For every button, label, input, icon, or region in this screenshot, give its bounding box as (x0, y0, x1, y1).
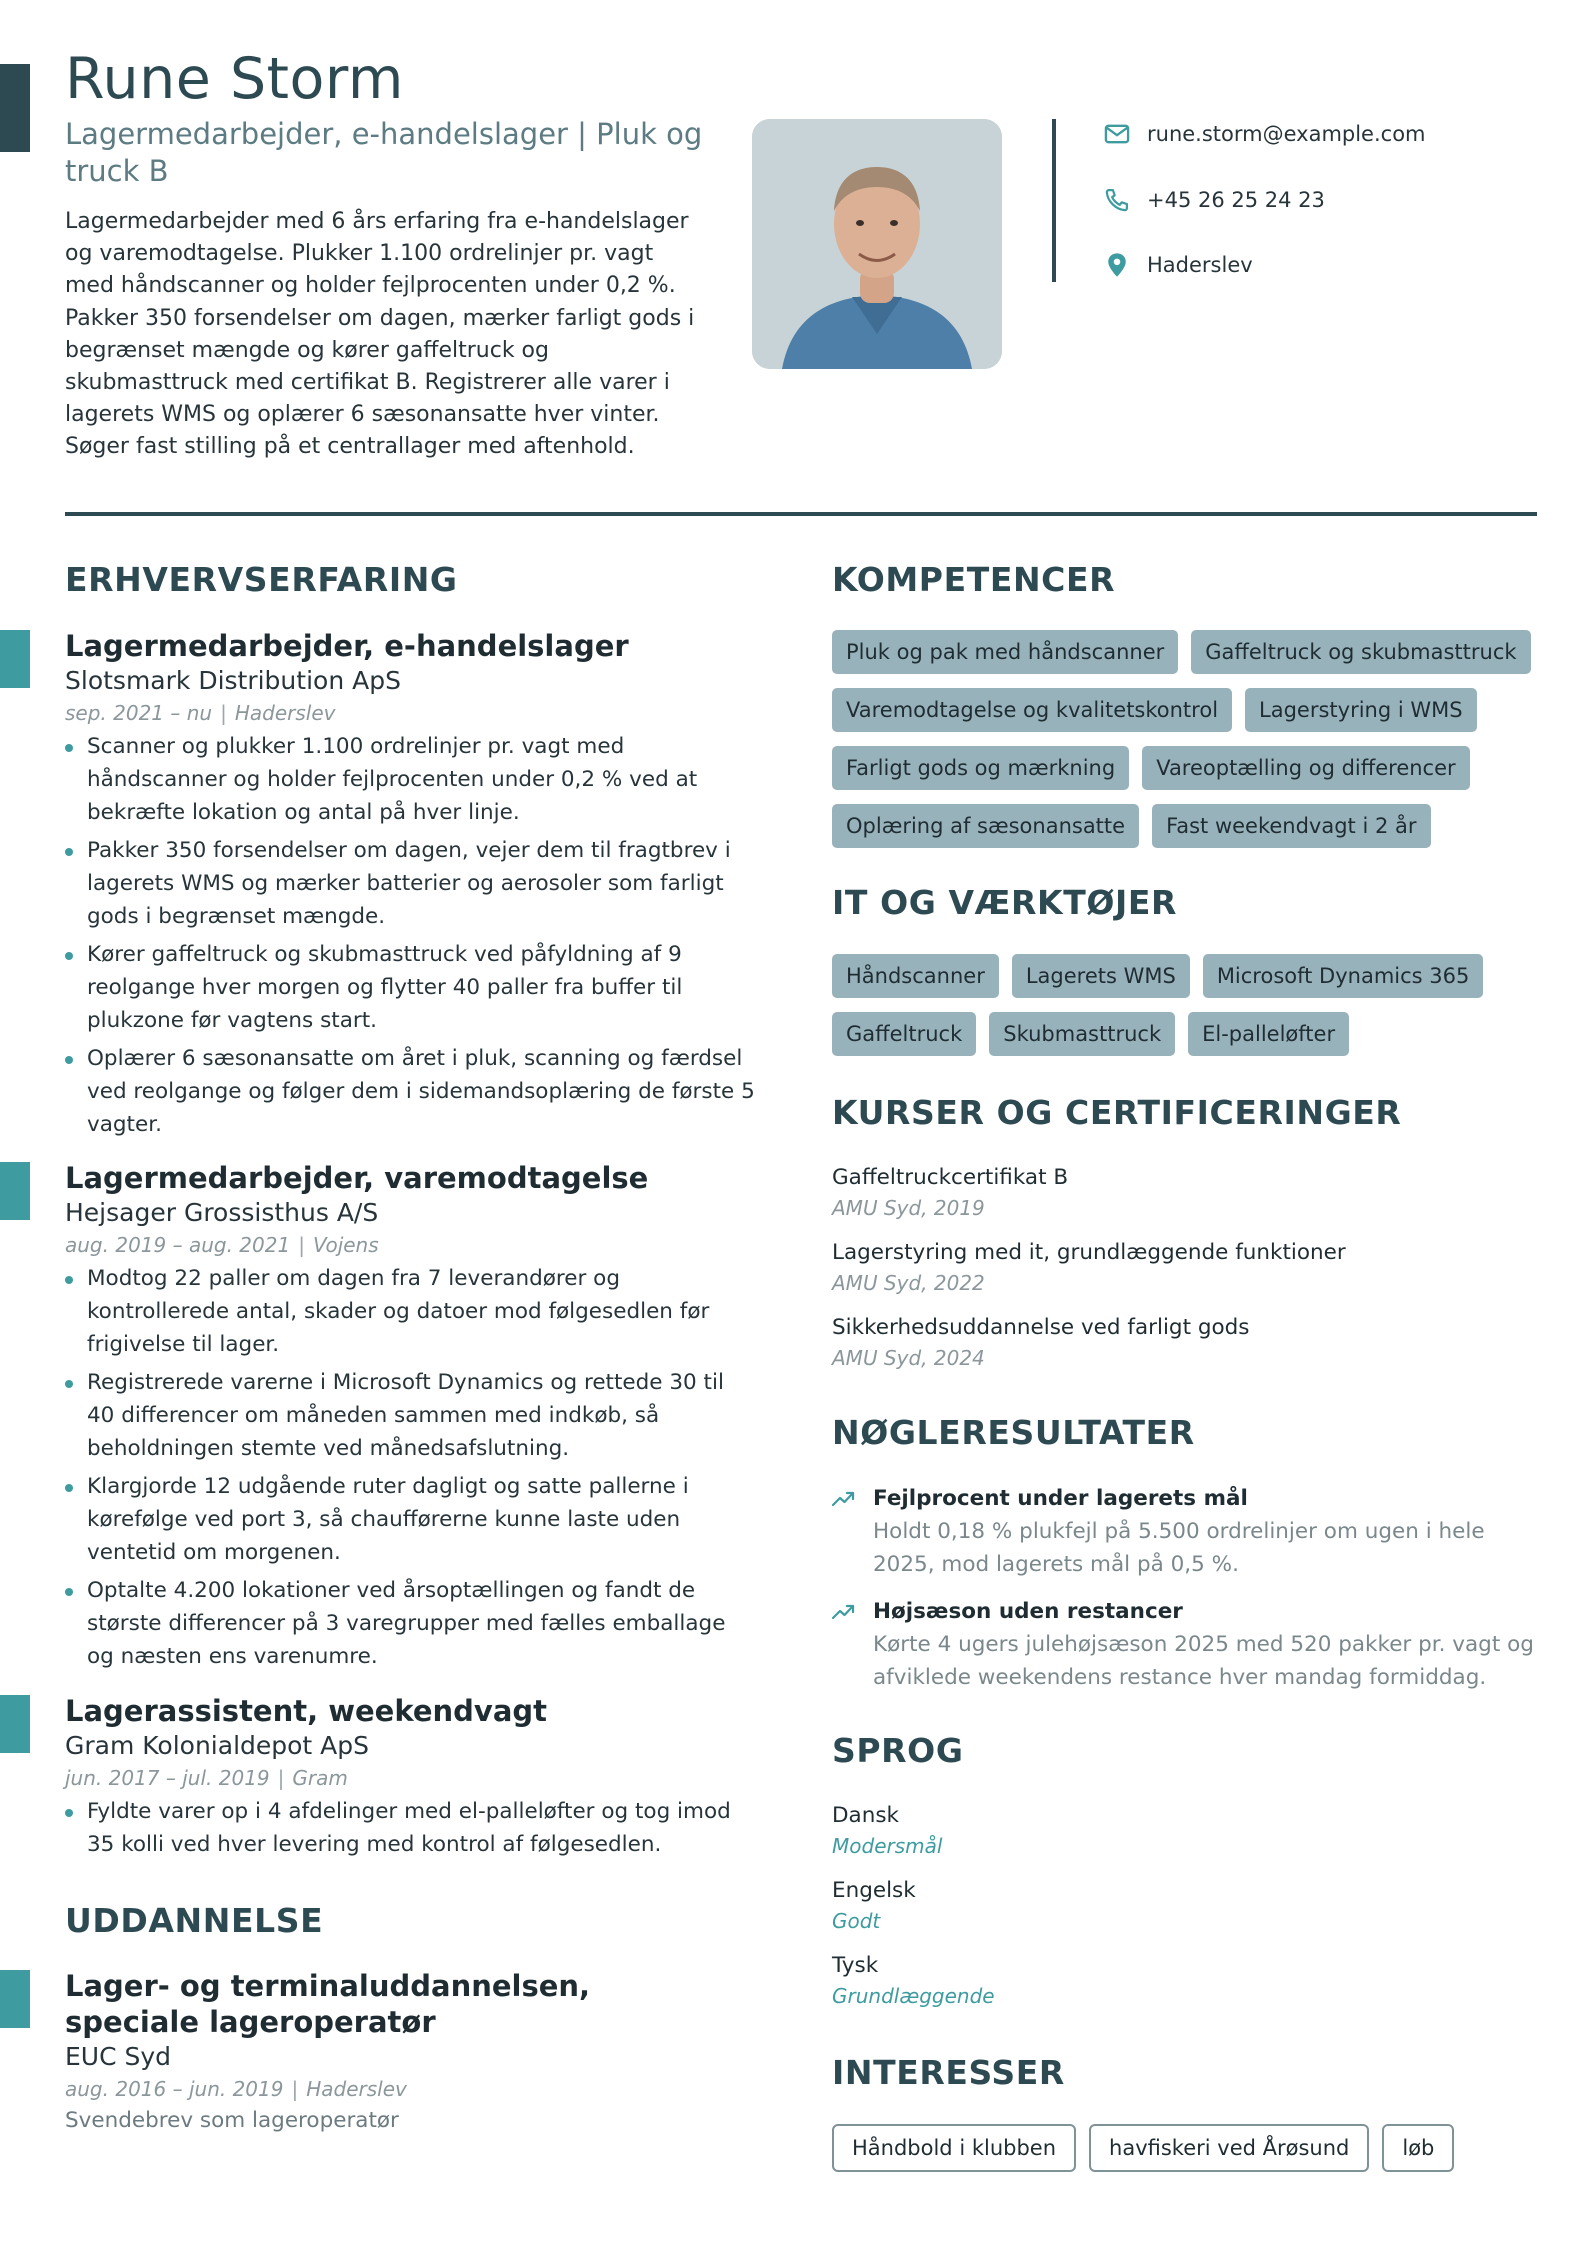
language-level: Grundlæggende (832, 1984, 995, 2008)
tool-tag: El-palleløfter (1188, 1012, 1349, 1056)
result-title: Højsæson uden restancer (873, 1599, 1183, 1624)
job-entry (65, 1693, 755, 1866)
tool-tag: Gaffeltruck (832, 1012, 976, 1056)
job-bullet: Fyldte varer op i 4 afdelinger med el-palleløfter og tog imod 35 kolli ved hver levering med kontrol af følgesedlen. (65, 1795, 755, 1861)
job-bullet: Kører gaffeltruck og skubmasttruck ved påfyldning af 9 reolgange hver morgen og flytter 40 paller fra buffer til plukzone før vagtens start. (65, 938, 755, 1037)
skill-tag: Lagerstyring i WMS (1245, 688, 1477, 732)
course-name: Sikkerhedsuddannelse ved farligt gods (832, 1315, 1250, 1340)
job-bullet: Scanner og plukker 1.100 ordrelinjer pr. vagt med håndscanner og holder fejlprocenten under 0,2 % ved at bekræfte lokation og antal på hver linje. (65, 730, 755, 829)
skill-tag: Varemodtagelse og kvalitetskontrol (832, 688, 1232, 732)
meta-separator: | (220, 701, 227, 725)
skill-tag: Gaffeltruck og skubmasttruck (1191, 630, 1530, 674)
header-rule (65, 512, 1537, 516)
job-bullet: Pakker 350 forsendelser om dagen, vejer dem til fragtbrev i lagerets WMS og mærker batterier og aerosoler som farligt gods i begrænset mængde. (65, 834, 755, 933)
course-name: Lagerstyring med it, grundlæggende funktioner (832, 1240, 1346, 1265)
job-location: Vojens (312, 1233, 379, 1257)
course-entry (832, 1312, 1250, 1372)
results-heading: NØGLERESULTATER (832, 1413, 1195, 1452)
header-accent-bar (0, 64, 30, 152)
job-bullet: Modtog 22 paller om dagen fra 7 leverandører og kontrollerede antal, skader og datoer mod følgesedlen før frigivelse til lager. (65, 1262, 755, 1361)
education-school: EUC Syd (65, 2042, 172, 2071)
tool-tag: Microsoft Dynamics 365 (1203, 954, 1484, 998)
job-marker (0, 630, 30, 688)
candidate-subtitle: Lagermedarbejder, e-handelslager | Pluk og truck B (65, 117, 703, 188)
course-entry (832, 1162, 1068, 1222)
language-name: Tysk (832, 1953, 879, 1978)
interests-tags (832, 2124, 1537, 2172)
education-degree-line1: Lager- og terminaluddannelsen, (65, 1969, 591, 2003)
job-bullet: Klargjorde 12 udgående ruter dagligt og satte pallerne i kørefølge ved port 3, så chaufførerne kunne laste uden ventetid om morgenen. (65, 1470, 755, 1569)
course-institution: AMU Syd, 2024 (832, 1346, 985, 1370)
language-level: Godt (832, 1909, 881, 1933)
skill-tag: Vareoptælling og differencer (1142, 746, 1469, 790)
job-company: Hejsager Grossisthus A/S (65, 1198, 379, 1227)
skill-tag: Fast weekendvagt i 2 år (1152, 804, 1430, 848)
job-company: Gram Kolonialdepot ApS (65, 1731, 370, 1760)
trending-up-icon (832, 1602, 856, 1622)
skills-heading: KOMPETENCER (832, 560, 1116, 599)
job-meta (65, 1230, 755, 1260)
job-title: Lagermedarbejder, e-handelslager (65, 629, 629, 663)
job-title: Lagerassistent, weekendvagt (65, 1694, 548, 1728)
meta-separator: | (291, 2077, 299, 2101)
mail-icon (1103, 120, 1131, 148)
job-location: Haderslev (234, 701, 336, 725)
person-portrait-icon (752, 119, 1002, 369)
job-bullets (65, 730, 755, 1141)
skill-tag: Oplæring af sæsonansatte (832, 804, 1139, 848)
contact-email[interactable] (1103, 120, 1426, 148)
courses-heading: KURSER OG CERTIFICERINGER (832, 1093, 1402, 1132)
meta-separator: | (277, 1766, 285, 1790)
job-dates: sep. 2021 – nu (65, 701, 213, 725)
education-note: Svendebrev som lageroperatør (65, 2108, 399, 2133)
resume-header (65, 46, 1537, 466)
job-bullet: Oplærer 6 sæsonansatte om året i pluk, scanning og færdsel ved reolgange og følger dem i sidemandsoplæring de første 5 vagter. (65, 1042, 755, 1141)
course-institution: AMU Syd, 2019 (832, 1196, 985, 1220)
contact-email-text: rune.storm@example.com (1147, 122, 1426, 146)
education-location: Haderslev (306, 2077, 407, 2101)
job-meta (65, 698, 755, 728)
job-marker (0, 1162, 30, 1220)
language-entry (832, 1875, 916, 1935)
course-entry (832, 1237, 1346, 1297)
contact-phone-text: +45 26 25 24 23 (1147, 188, 1325, 212)
location-pin-icon (1103, 251, 1131, 279)
skills-tags (832, 630, 1537, 848)
experience-heading: ERHVERVSERFARING (65, 560, 458, 599)
candidate-name: Rune Storm (65, 46, 404, 112)
contact-location (1103, 251, 1253, 279)
job-dates: aug. 2019 – aug. 2021 (65, 1233, 291, 1257)
result-description: Kørte 4 ugers julehøjsæson 2025 med 520 pakker pr. vagt og afviklede weekendens restance hver mandag formiddag. (873, 1632, 1534, 1690)
job-bullets (65, 1262, 755, 1673)
result-entry (832, 1596, 1537, 1694)
tool-tag: Håndscanner (832, 954, 999, 998)
trending-up-icon (832, 1489, 856, 1509)
job-marker (0, 1695, 30, 1753)
job-dates: jun. 2017 – jul. 2019 (65, 1766, 270, 1790)
language-level: Modersmål (832, 1834, 943, 1858)
meta-separator: | (298, 1233, 305, 1257)
skill-tag: Farligt gods og mærkning (832, 746, 1129, 790)
course-institution: AMU Syd, 2022 (832, 1271, 985, 1295)
job-meta (65, 1763, 755, 1793)
course-name: Gaffeltruckcertifikat B (832, 1165, 1069, 1190)
job-company: Slotsmark Distribution ApS (65, 666, 401, 695)
job-entry (65, 1160, 755, 1678)
job-location: Gram (292, 1766, 348, 1790)
tools-heading: IT OG VÆRKTØJER (832, 883, 1178, 922)
education-heading: UDDANNELSE (65, 1901, 324, 1940)
interest-tag: løb (1382, 2124, 1454, 2172)
language-name: Engelsk (832, 1878, 916, 1903)
tool-tag: Lagerets WMS (1012, 954, 1190, 998)
interest-tag: Håndbold i klubben (832, 2124, 1076, 2172)
job-entry (65, 628, 755, 1146)
contact-phone[interactable] (1103, 186, 1325, 214)
skill-tag: Pluk og pak med håndscanner (832, 630, 1178, 674)
education-dates: aug. 2016 – jun. 2019 (65, 2077, 284, 2101)
contact-divider (1052, 119, 1056, 282)
tools-tags (832, 954, 1537, 1056)
interests-heading: INTERESSER (832, 2053, 1065, 2092)
tool-tag: Skubmasttruck (989, 1012, 1175, 1056)
result-description: Holdt 0,18 % plukfejl på 5.500 ordrelinjer om ugen i hele 2025, mod lagerets mål på 0,5 %. (873, 1519, 1485, 1577)
contact-location-text: Haderslev (1147, 253, 1253, 277)
job-bullets (65, 1795, 755, 1861)
result-entry (832, 1483, 1537, 1581)
languages-heading: SPROG (832, 1731, 964, 1770)
phone-icon (1103, 186, 1131, 214)
education-meta (65, 2074, 755, 2104)
job-bullet: Registrerede varerne i Microsoft Dynamics og rettede 30 til 40 differencer om måneden sammen med indkøb, så beholdningen stemte ved månedsafslutning. (65, 1366, 755, 1465)
result-title: Fejlprocent under lagerets mål (873, 1486, 1248, 1511)
job-bullet: Optalte 4.200 lokationer ved årsoptællingen og fandt de største differencer på 3 varegrupper med fælles emballage og næsten ens varenumre. (65, 1574, 755, 1673)
language-entry (832, 1800, 942, 1860)
language-entry (832, 1950, 995, 2010)
profile-photo (752, 119, 1002, 369)
education-entry (65, 1968, 755, 2137)
interest-tag: havfiskeri ved Årøsund (1089, 2124, 1369, 2172)
education-marker (0, 1970, 30, 2028)
language-name: Dansk (832, 1803, 900, 1828)
education-degree-line2: speciale lageroperatør (65, 2005, 436, 2039)
job-title: Lagermedarbejder, varemodtagelse (65, 1161, 649, 1195)
profile-summary: Lagermedarbejder med 6 års erfaring fra e-handelslager og varemodtagelse. Plukker 1.100 ordrelinjer pr. vagt med håndscanner og holder fejlprocenten under 0,2 %. Pakker 350 forsendelser om dagen, mærker farligt gods i begrænset mængde og kører gaffeltruck og skubmasttruck med certifikat B. Registrerer alle varer i lagerets WMS og oplærer 6 sæsonansatte hver vinter. Søger fast stilling på et centrallager med aftenhold. (65, 209, 695, 460)
